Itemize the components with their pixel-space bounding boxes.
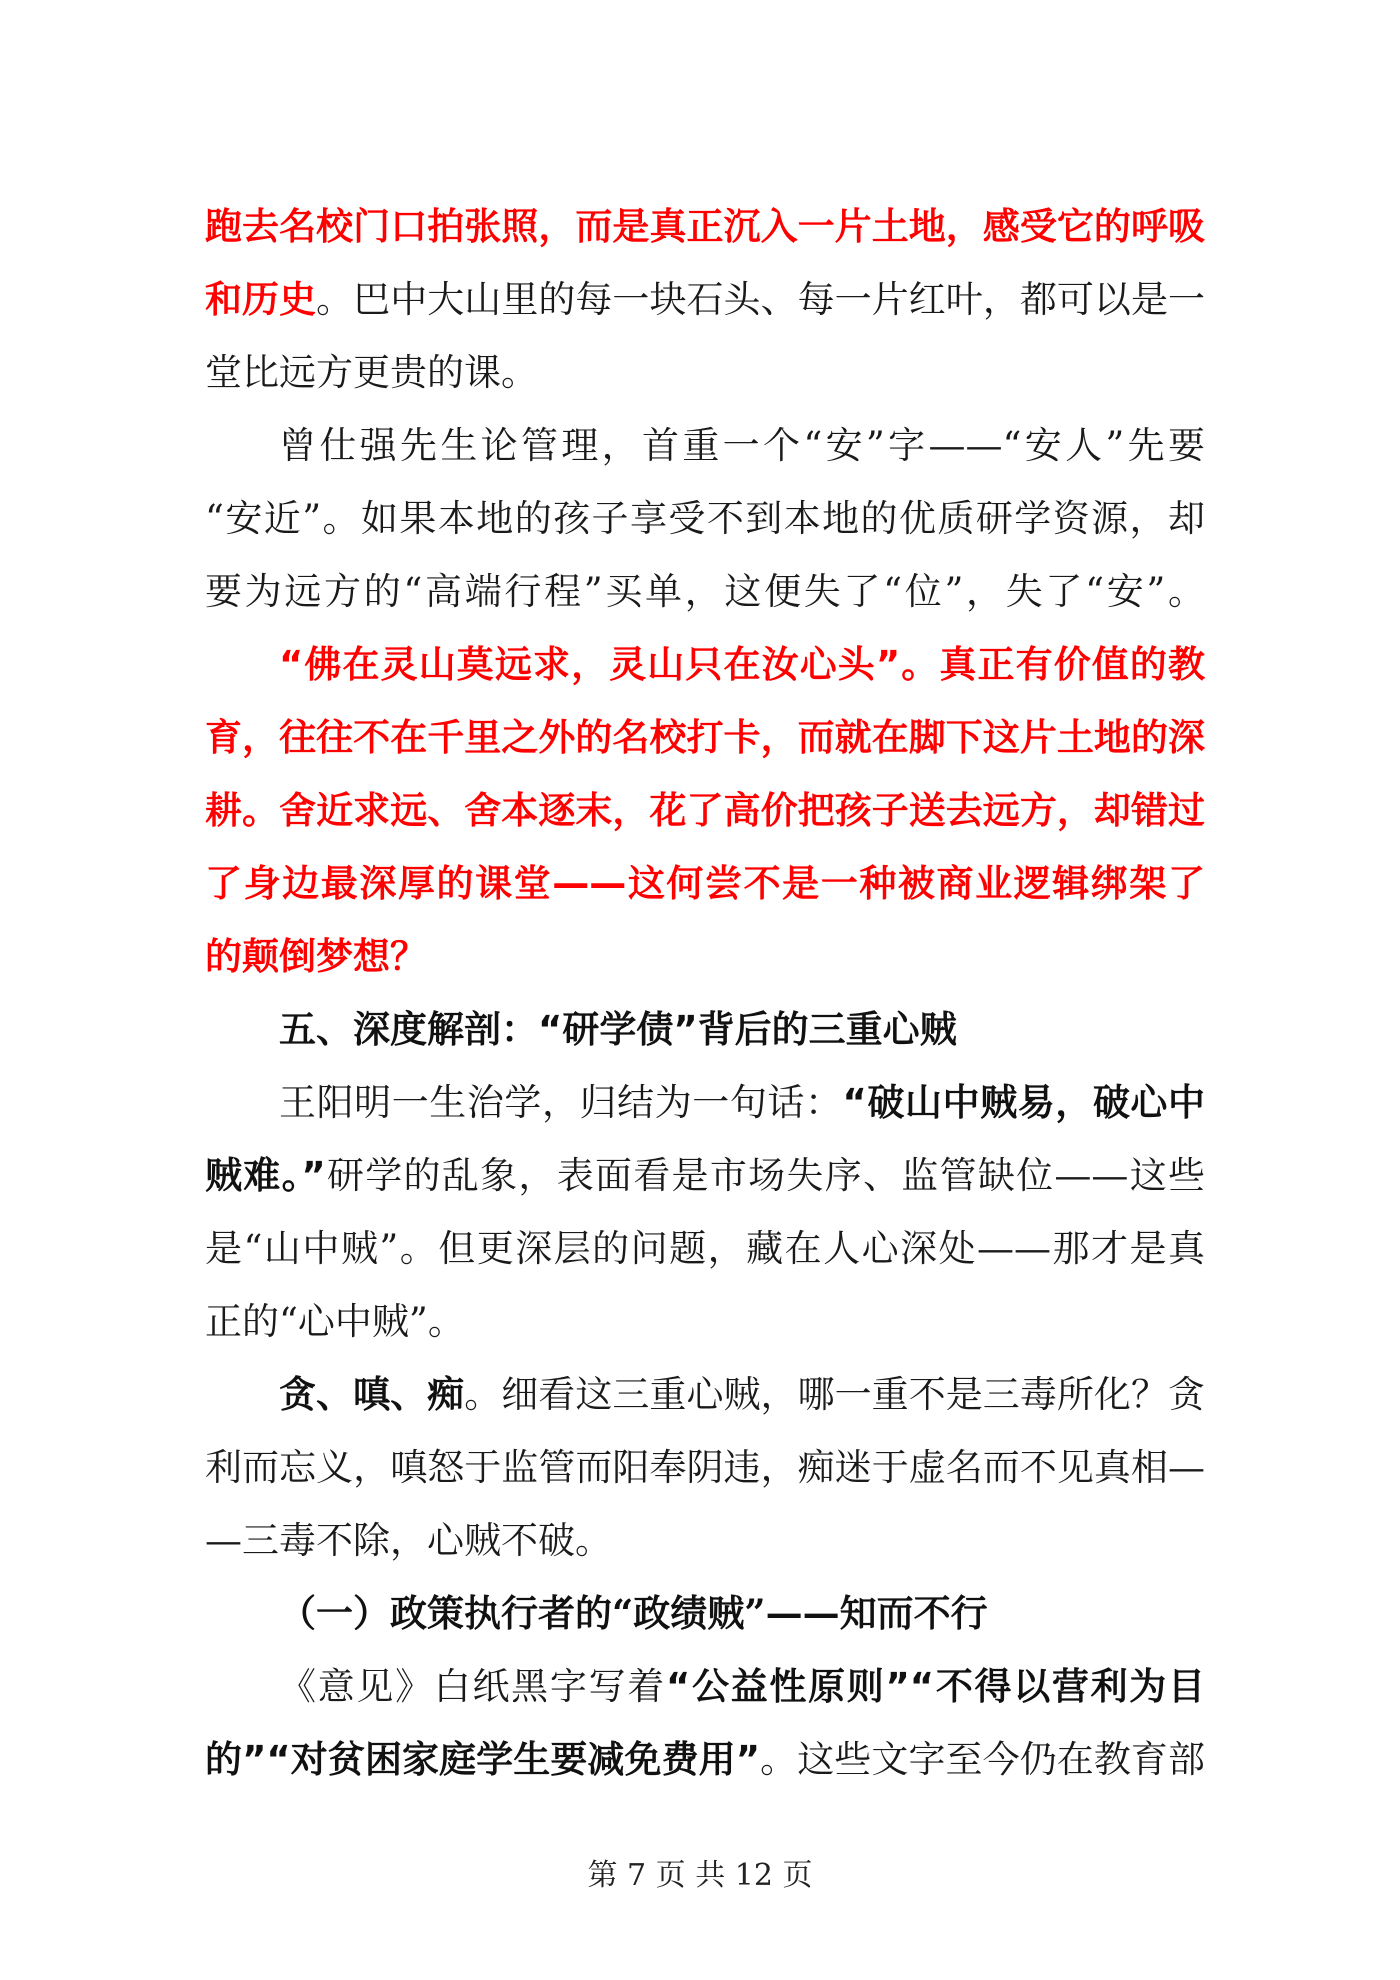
subsection-heading-text: （一）政策执行者的“政绩贼”——知而不行	[279, 1591, 988, 1635]
text-line	[205, 190, 1205, 263]
text-line	[205, 920, 1205, 993]
body-text: 堂比远方更贵的课。	[205, 351, 538, 394]
section-heading	[205, 993, 1205, 1066]
text-line	[205, 336, 1205, 409]
body-text: 正的“心中贼”。	[205, 1300, 465, 1343]
page-footer	[0, 1850, 1400, 1894]
red-emphasis-text: 和历史	[205, 278, 317, 321]
section-heading-text: 五、深度解剖：“研学债”背后的三重心贼	[279, 1008, 957, 1051]
body-text: 。细看这三重心贼，哪一重不是三毒所化？贪	[464, 1373, 1206, 1416]
body-text: 研学的乱象，表面看是市场失序、监管缺位——这些	[325, 1154, 1205, 1197]
bold-quote-text: “破山中贼易，破心中	[842, 1081, 1205, 1124]
text-line	[205, 628, 1205, 701]
red-emphasis-text: “佛在灵山莫远求，灵山只在汝心头”。真正有价值的教	[279, 643, 1205, 686]
body-text: 。巴中大山里的每一块石头、每一片红叶，都可以是一	[316, 278, 1206, 321]
body-text: 曾仕强先生论管理，首重一个“安”字——“安人”先要	[279, 424, 1205, 467]
red-emphasis-text: 跑去名校门口拍张照，而是真正沉入一片土地，感受它的呼吸	[205, 205, 1205, 248]
text-line	[205, 1650, 1205, 1723]
body-text: 要为远方的“高端行程”买单，这便失了“位”，失了“安”。	[205, 570, 1205, 613]
text-line	[205, 1358, 1205, 1431]
text-line	[205, 1504, 1205, 1577]
bold-keyword-text: 贪、嗔、痴	[279, 1373, 465, 1416]
text-line	[205, 1066, 1205, 1139]
body-text: —三毒不除，心贼不破。	[205, 1519, 612, 1562]
body-text: 《意见》白纸黑字写着	[279, 1665, 666, 1708]
body-text: 利而忘义，嗔怒于监管而阳奉阴违，痴迷于虚名而不见真相—	[205, 1446, 1205, 1489]
document-body	[205, 190, 1205, 1796]
body-text: 是“山中贼”。但更深层的问题，藏在人心深处——那才是真	[205, 1227, 1205, 1270]
text-line	[205, 409, 1205, 482]
body-text: 。这些文字至今仍在教育部	[760, 1738, 1206, 1781]
bold-quote-text: 的”“对贫困家庭学生要减免费用”	[205, 1738, 761, 1781]
text-line	[205, 1139, 1205, 1212]
text-line	[205, 774, 1205, 847]
text-line	[205, 701, 1205, 774]
body-text: “安近”。如果本地的孩子享受不到本地的优质研学资源，却	[205, 497, 1205, 540]
text-line	[205, 1212, 1205, 1285]
text-line	[205, 1723, 1205, 1796]
red-emphasis-text: 的颠倒梦想？	[205, 935, 427, 978]
subsection-heading	[205, 1577, 1205, 1650]
page-number-label: 第 7 页 共 12 页	[587, 1858, 813, 1893]
bold-quote-text: “公益性原则”“不得以营利为目	[665, 1665, 1206, 1708]
text-line	[205, 847, 1205, 920]
text-line	[205, 555, 1205, 628]
red-emphasis-text: 育，往往不在千里之外的名校打卡，而就在脚下这片土地的深	[205, 716, 1205, 759]
bold-quote-text: 贼难。”	[205, 1154, 326, 1197]
red-emphasis-text: 了身边最深厚的课堂——这何尝不是一种被商业逻辑绑架了	[205, 862, 1205, 905]
text-line	[205, 263, 1205, 336]
text-line	[205, 482, 1205, 555]
text-line	[205, 1431, 1205, 1504]
text-line	[205, 1285, 1205, 1358]
red-emphasis-text: 耕。舍近求远、舍本逐末，花了高价把孩子送去远方，却错过	[205, 789, 1205, 832]
body-text: 王阳明一生治学，归结为一句话：	[279, 1081, 843, 1124]
